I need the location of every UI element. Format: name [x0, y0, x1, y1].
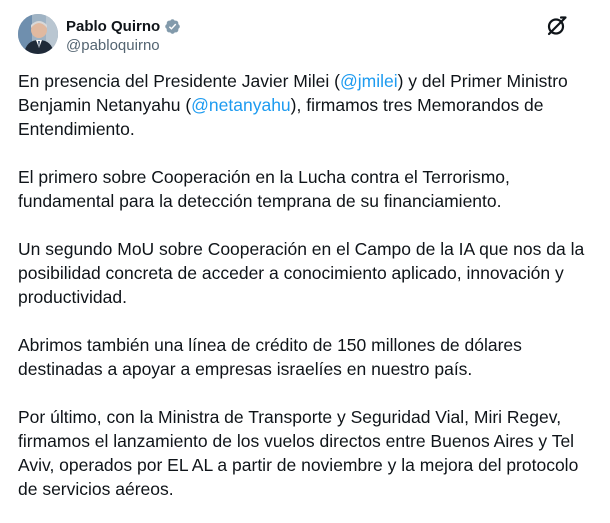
grok-slash-icon[interactable] [544, 13, 570, 39]
mention-link-netanyahu[interactable]: @netanyahu [191, 95, 291, 115]
tweet-text-segment: ), firmamos tres Memorandos de Entendimiento. [18, 95, 544, 139]
tweet-text-segment: ) y del Primer Ministro Benjamin Netanyahu ( [18, 71, 568, 115]
display-name[interactable]: Pablo Quirno [66, 17, 161, 35]
mention-link-jmilei[interactable]: @jmilei [339, 71, 398, 91]
verified-badge-icon[interactable] [164, 18, 181, 35]
user-handle[interactable]: @pabloquirno [66, 37, 160, 54]
tweet-paragraph-1 [18, 69, 598, 141]
avatar[interactable] [18, 14, 58, 54]
tweet-paragraph-2: El primero sobre Cooperación en la Lucha contra el Terrorismo, fundamental para la detección temprana de su financiamiento. [18, 167, 510, 211]
avatar-photo [18, 14, 58, 54]
tweet-paragraph-4: Abrimos también una línea de crédito de 150 millones de dólares destinadas a apoyar a empresas israelíes en nuestro país. [18, 335, 522, 379]
name-row [66, 16, 181, 36]
tweet-paragraph-5: Por último, con la Ministra de Transporte y Seguridad Vial, Miri Regev, firmamos el lanzamiento de los vuelos directos entre Buenos Aires y Tel Aviv, operados por EL AL a partir de noviembre y la mejora del protocolo de servicios aéreos. [18, 407, 579, 499]
tweet-text [18, 69, 598, 501]
tweet-paragraph-3: Un segundo MoU sobre Cooperación en el Campo de la IA que nos da la posibilidad concreta de acceder a conocimiento aplicado, innovación y productividad. [18, 239, 585, 307]
tweet-text-segment: En presencia del Presidente Javier Milei ( [18, 71, 340, 91]
